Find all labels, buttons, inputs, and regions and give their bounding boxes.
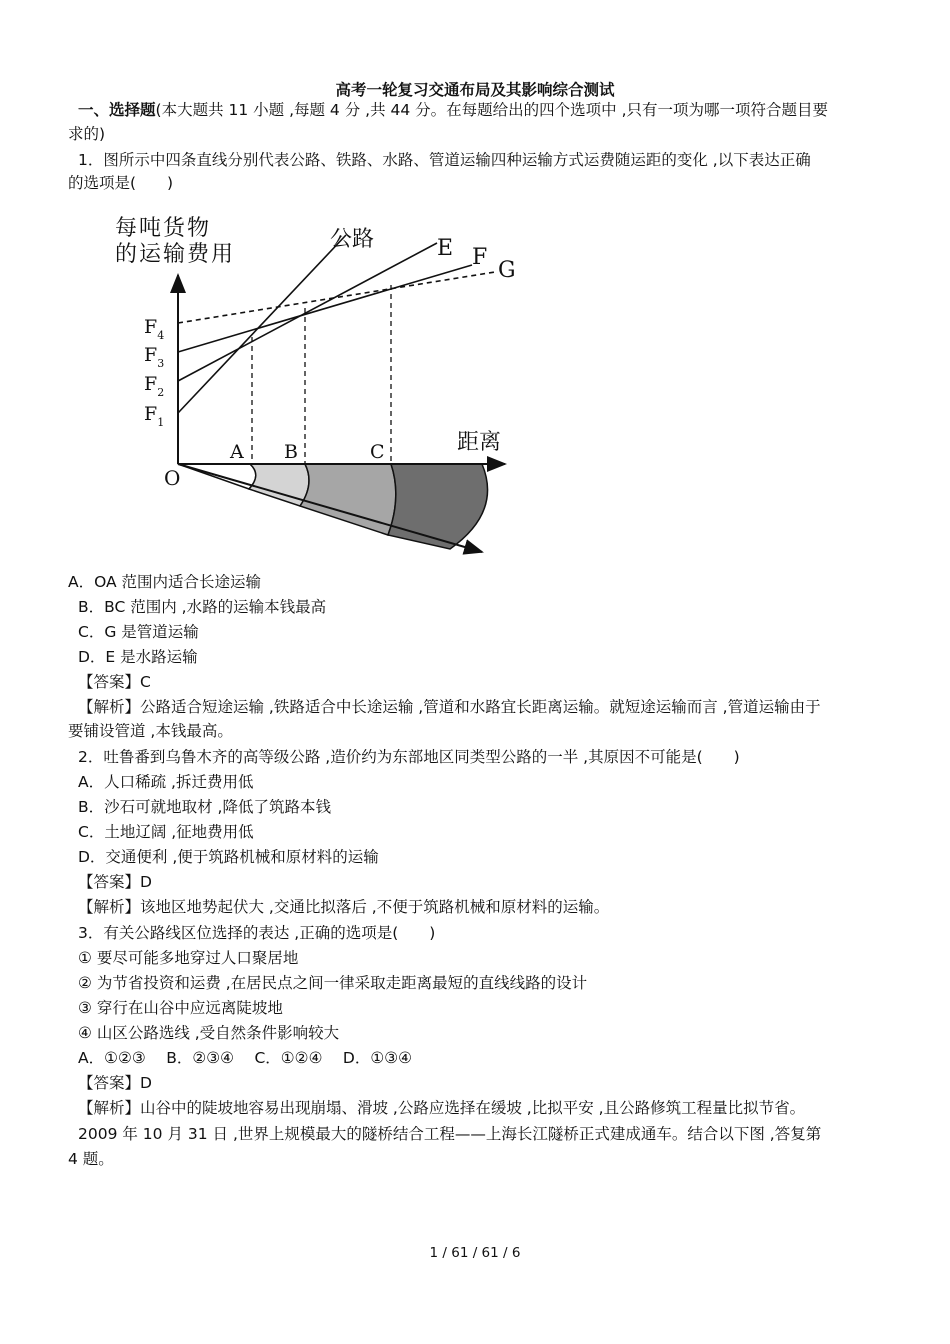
q3-stem: 3．有关公路线区位选择的表达 ,正确的选项是( ) (78, 924, 436, 942)
point-b-label: B (284, 441, 298, 463)
q3-analysis: 【解析】山谷中的陡坡地容易出现崩塌、滑坡 ,公路应选择在缓坡 ,比拟平安 ,且公路修筑工程量比拟节省。 (78, 1099, 806, 1117)
q1-analysis-cont: 要铺设管道 ,本钱最高。 (68, 722, 233, 740)
q1-stem: 1．图所示中四条直线分别代表公路、铁路、水路、管道运输四种运输方式运费随运距的变化 ,以下表达正确 (78, 151, 811, 169)
q3-item-1: ① 要尽可能多地穿过人口聚居地 (78, 949, 299, 967)
q3-item-2: ② 为节省投资和运费 ,在居民点之间一律采取走距离最短的直线线路的设计 (78, 974, 588, 992)
q2-option-c: C．土地辽阔 ,征地费用低 (78, 823, 254, 841)
x-axis-label: 距离 (457, 430, 502, 455)
q3-item-4: ④ 山区公路选线 ,受自然条件影响较大 (78, 1024, 340, 1042)
point-c-label: C (370, 441, 385, 463)
q1-option-d: D．E 是水路运输 (78, 648, 198, 666)
q2-analysis: 【解析】该地区地势起伏大 ,交通比拟落后 ,不便于筑路机械和原材料的运输。 (78, 898, 610, 916)
section-intro-text: (本大题共 11 小题 ,每题 4 分 ,共 44 分。在每题给出的四个选项中 ,只有一项为哪一项符合题目要 (155, 101, 828, 119)
transport-cost-figure (110, 205, 520, 557)
q2-stem: 2．吐鲁番到乌鲁木齐的高等级公路 ,造价约为东部地区同类型公路的一半 ,其原因不可能是( ) (78, 748, 740, 766)
line-g (178, 272, 495, 323)
y-axis-label-1: 每吨货物 (115, 216, 212, 241)
q1-stem-cont: 的选项是( ) (68, 174, 174, 192)
section-intro (78, 99, 898, 121)
f2-label: $F_2$ (144, 373, 165, 399)
f1-label: $F_1$ (144, 403, 165, 429)
transport-cost-diagram (110, 205, 520, 557)
q3-choices: A．①②③ B．②③④ C．①②④ D．①③④ (78, 1049, 413, 1067)
line-e-label: E (437, 236, 454, 261)
f4-label: $F_4$ (144, 316, 165, 342)
section-intro-cont: 求的) (68, 125, 106, 143)
road-label: 公路 (330, 227, 375, 252)
q1-analysis: 【解析】公路适合短途运输 ,铁路适合中长途运输 ,管道和水路宜长距离运输。就短途运输而言 ,管道运输由于 (78, 698, 821, 716)
y-axis-label-2: 的运输费用 (115, 242, 236, 267)
q1-option-c: C．G 是管道运输 (78, 623, 199, 641)
f3-label: $F_3$ (144, 344, 165, 370)
line-g-label: G (498, 258, 516, 283)
origin-label: O (164, 466, 181, 490)
q1-answer: 【答案】C (78, 673, 151, 691)
section-heading: 一、选择题 (78, 101, 156, 119)
q2-answer: 【答案】D (78, 873, 152, 891)
q1-option-a: A．OA 范围内适合长途运输 (68, 573, 262, 591)
passage-text: 2009 年 10 月 31 日 ,世界上规模最大的隧桥结合工程——上海长江隧桥正式建成通车。结合以下图 ,答复第 (78, 1125, 822, 1143)
line-f (178, 265, 472, 352)
document-title: 高考一轮复习交通布局及其影响综合测试 (335, 81, 615, 99)
q2-option-b: B．沙石可就地取材 ,降低了筑路本钱 (78, 798, 331, 816)
q2-option-d: D．交通便利 ,便于筑路机械和原材料的运输 (78, 848, 379, 866)
q3-answer: 【答案】D (78, 1074, 152, 1092)
band-beyond-c (388, 464, 488, 549)
q2-option-a: A．人口稀疏 ,拆迁费用低 (78, 773, 254, 791)
page-number: 1 / 61 / 61 / 6 (429, 1245, 521, 1261)
q1-option-b: B．BC 范围内 ,水路的运输本钱最高 (78, 598, 327, 616)
band-bc (300, 464, 396, 535)
passage-text-cont: 4 题。 (68, 1150, 114, 1168)
line-f-label: F (472, 245, 488, 270)
q3-item-3: ③ 穿行在山谷中应远离陡坡地 (78, 999, 283, 1017)
point-a-label: A (230, 441, 244, 463)
